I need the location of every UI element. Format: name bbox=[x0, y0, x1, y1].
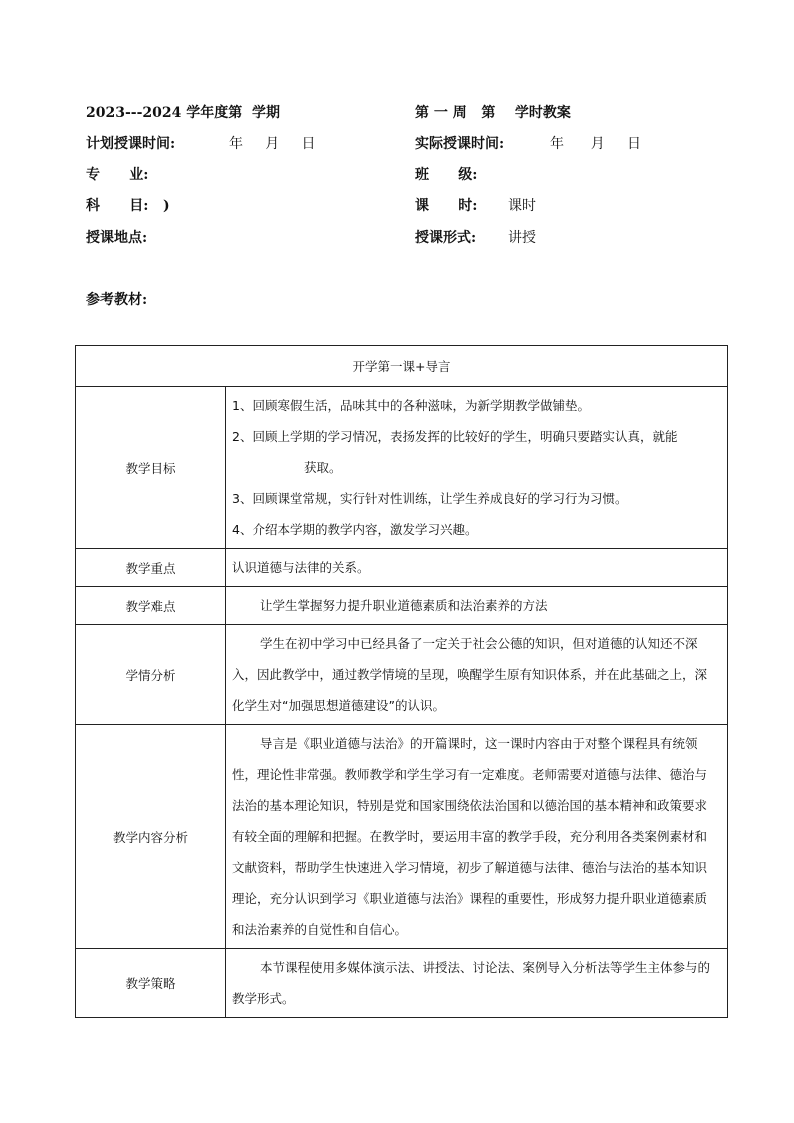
week-heading: 第 一 周 第 学时教案 bbox=[415, 105, 571, 121]
table-row bbox=[76, 549, 728, 587]
objective-line: 2、回顾上学期的学习情况，表扬发挥的比较好的学生，明确只要踏实认真，就能 bbox=[232, 429, 678, 444]
hours-value: 课时 bbox=[508, 198, 536, 214]
term-heading: 2023---2024 学年度第 学期 bbox=[86, 105, 280, 121]
table-row bbox=[76, 949, 728, 1018]
hours-label: 课 时: bbox=[415, 198, 478, 214]
row-label-difficulties: 教学难点 bbox=[76, 587, 226, 625]
subject-label: 科 目: ) bbox=[86, 198, 170, 214]
key-points-content: 认识道德与法律的关系。 bbox=[226, 549, 728, 587]
table-title-row bbox=[76, 346, 728, 387]
row-label-content-analysis: 教学内容分析 bbox=[76, 725, 226, 949]
lesson-plan-table bbox=[75, 345, 728, 1018]
content-analysis-content: 导言是《职业道德与法治》的开篇课时，这一课时内容由于对整个课程具有统领性，理论性非常强。教师教学和学生学习有一定难度。老师需要对道德与法律、德治与法治的基本理论知识，特别是党和国家围绕依法治国和以德治国的基本精神和政策要求有较全面的理解和把握。在教学时，要运用丰富的教学手段，充分利用各类案例素材和文献资料，帮助学生快速进入学习情境，初步了解道德与法律、德治与法治的基本知识理论，充分认识到学习《职业道德与法治》课程的重要性，形成努力提升职业道德素质和法治素养的自觉性和自信心。 bbox=[226, 725, 728, 949]
actual-time-date: 年 月 日 bbox=[550, 136, 641, 152]
difficulties-content: 让学生掌握努力提升职业道德素质和法治素养的方法 bbox=[226, 587, 728, 625]
row-label-strategy: 教学策略 bbox=[76, 949, 226, 1018]
table-row bbox=[76, 587, 728, 625]
objective-line: 获取。 bbox=[304, 460, 342, 475]
form-label: 授课形式: bbox=[415, 230, 477, 246]
row-label-key-points: 教学重点 bbox=[76, 549, 226, 587]
objective-line: 1、回顾寒假生活，品味其中的各种滋味，为新学期教学做铺垫。 bbox=[232, 398, 590, 413]
class-label: 班 级: bbox=[415, 167, 478, 183]
planned-time-date: 年 月 日 bbox=[229, 136, 316, 152]
place-label: 授课地点: bbox=[86, 230, 148, 246]
planned-time-label: 计划授课时间: bbox=[86, 136, 176, 152]
table-row bbox=[76, 625, 728, 725]
objectives-content bbox=[226, 387, 728, 549]
row-label-objectives: 教学目标 bbox=[76, 387, 226, 549]
learner-analysis-content: 学生在初中学习中已经具备了一定关于社会公德的知识，但对道德的认知还不深入，因此教学中，通过教学情境的呈现，唤醒学生原有知识体系，并在此基础之上，深化学生对“加强思想道德建设”的认识。 bbox=[226, 625, 728, 725]
table-row bbox=[76, 387, 728, 549]
table-title: 开学第一课+导言 bbox=[76, 346, 728, 387]
reference-label: 参考教材: bbox=[86, 292, 148, 308]
form-value: 讲授 bbox=[508, 230, 536, 246]
strategy-content: 本节课程使用多媒体演示法、讲授法、讨论法、案例导入分析法等学生主体参与的教学形式。 bbox=[226, 949, 728, 1018]
major-label: 专 业: bbox=[86, 167, 149, 183]
table-row bbox=[76, 725, 728, 949]
objective-line: 3、回顾课堂常规，实行针对性训练，让学生养成良好的学习行为习惯。 bbox=[232, 491, 628, 506]
objective-line: 4、介绍本学期的教学内容，激发学习兴趣。 bbox=[232, 522, 478, 537]
actual-time-label: 实际授课时间: bbox=[415, 136, 505, 152]
row-label-learner-analysis: 学情分析 bbox=[76, 625, 226, 725]
